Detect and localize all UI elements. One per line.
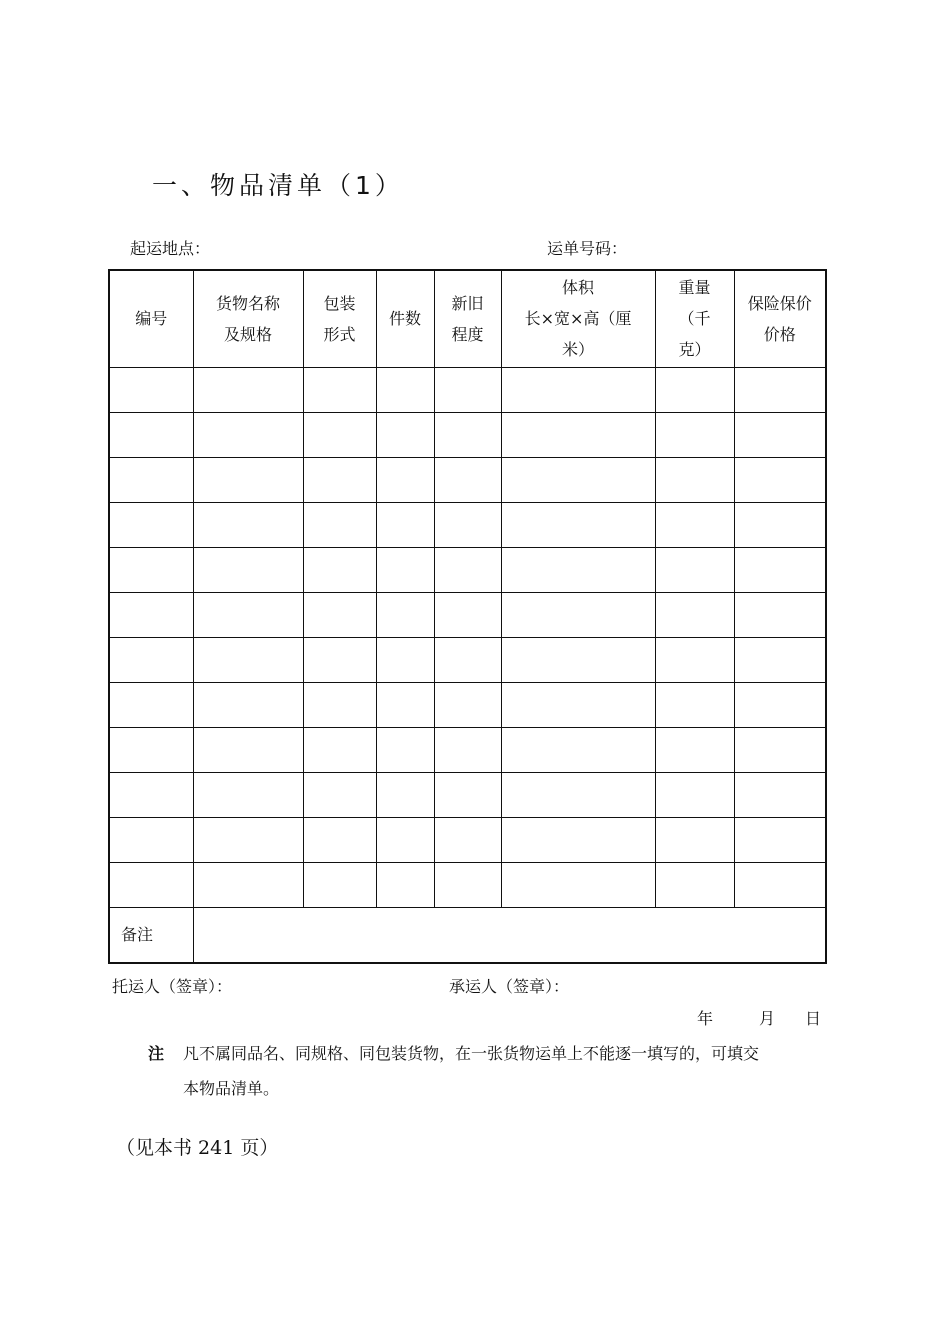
cell-quantity[interactable] (376, 592, 434, 637)
note-text-line-1: 凡不属同品名、同规格、同包装货物，在一张货物运单上不能逐一填写的，可填交 (183, 1044, 760, 1063)
cell-number[interactable] (109, 367, 193, 412)
cell-insured-value[interactable] (734, 412, 826, 457)
cell-volume[interactable] (501, 727, 655, 772)
table-header-row (109, 270, 826, 367)
cell-quantity[interactable] (376, 817, 434, 862)
cell-number[interactable] (109, 502, 193, 547)
cell-number[interactable] (109, 817, 193, 862)
cell-number[interactable] (109, 412, 193, 457)
cell-volume[interactable] (501, 367, 655, 412)
cell-goods-name-spec[interactable] (193, 412, 303, 457)
cell-quantity[interactable] (376, 502, 434, 547)
cell-insured-value[interactable] (734, 772, 826, 817)
origin-label: 起运地点： (130, 239, 211, 258)
page-reference: （见本书 241 页） (116, 1137, 279, 1159)
table-row (109, 412, 826, 457)
remarks-label: 备注 (109, 907, 193, 963)
cell-condition[interactable] (434, 457, 501, 502)
cell-condition[interactable] (434, 817, 501, 862)
table-row (109, 457, 826, 502)
cell-goods-name-spec[interactable] (193, 547, 303, 592)
cell-insured-value[interactable] (734, 457, 826, 502)
cell-weight[interactable] (655, 817, 734, 862)
cell-goods-name-spec[interactable] (193, 817, 303, 862)
cell-insured-value[interactable] (734, 682, 826, 727)
cell-packaging[interactable] (303, 547, 376, 592)
carrier-signature-label: 承运人（签章）： (449, 977, 570, 996)
waybill-number-label: 运单号码： (547, 239, 628, 258)
cell-packaging[interactable] (303, 637, 376, 682)
cell-goods-name-spec[interactable] (193, 367, 303, 412)
cell-insured-value[interactable] (734, 817, 826, 862)
cell-insured-value[interactable] (734, 727, 826, 772)
cell-weight[interactable] (655, 547, 734, 592)
cell-insured-value[interactable] (734, 547, 826, 592)
note-label: 注 (148, 1044, 165, 1063)
cell-packaging[interactable] (303, 592, 376, 637)
cell-volume[interactable] (501, 502, 655, 547)
table-row (109, 637, 826, 682)
cell-condition[interactable] (434, 682, 501, 727)
cell-volume[interactable] (501, 412, 655, 457)
cell-weight[interactable] (655, 682, 734, 727)
table-row (109, 817, 826, 862)
cell-insured-value[interactable] (734, 502, 826, 547)
cell-goods-name-spec[interactable] (193, 457, 303, 502)
cell-packaging[interactable] (303, 502, 376, 547)
cell-goods-name-spec[interactable] (193, 682, 303, 727)
cell-condition[interactable] (434, 502, 501, 547)
cell-packaging[interactable] (303, 727, 376, 772)
table-row (109, 502, 826, 547)
cell-volume[interactable] (501, 592, 655, 637)
cell-quantity[interactable] (376, 682, 434, 727)
cell-quantity[interactable] (376, 727, 434, 772)
cell-weight[interactable] (655, 862, 734, 907)
cell-number[interactable] (109, 772, 193, 817)
remarks-field[interactable] (193, 907, 826, 963)
cell-packaging[interactable] (303, 367, 376, 412)
cell-weight[interactable] (655, 457, 734, 502)
cell-weight[interactable] (655, 592, 734, 637)
header-cell-weight: 重量 （千 克） (655, 270, 734, 367)
cell-goods-name-spec[interactable] (193, 772, 303, 817)
cell-packaging[interactable] (303, 682, 376, 727)
cell-quantity[interactable] (376, 412, 434, 457)
cell-number[interactable] (109, 727, 193, 772)
goods-list-table (108, 269, 827, 964)
cell-number[interactable] (109, 592, 193, 637)
cell-number[interactable] (109, 862, 193, 907)
cell-volume[interactable] (501, 637, 655, 682)
cell-goods-name-spec[interactable] (193, 637, 303, 682)
cell-weight[interactable] (655, 772, 734, 817)
cell-packaging[interactable] (303, 772, 376, 817)
table-row (109, 862, 826, 907)
cell-packaging[interactable] (303, 817, 376, 862)
cell-number[interactable] (109, 637, 193, 682)
table-row (109, 682, 826, 727)
cell-quantity[interactable] (376, 862, 434, 907)
cell-volume[interactable] (501, 547, 655, 592)
cell-condition[interactable] (434, 547, 501, 592)
cell-condition[interactable] (434, 772, 501, 817)
remarks-row (109, 907, 826, 963)
cell-weight[interactable] (655, 637, 734, 682)
header-cell-volume: 体积 长×宽×高（厘 米） (501, 270, 655, 367)
shipper-signature-label: 托运人（签章）： (112, 977, 233, 996)
cell-insured-value[interactable] (734, 862, 826, 907)
date-month-label: 月 (759, 1009, 776, 1028)
cell-volume[interactable] (501, 817, 655, 862)
cell-insured-value[interactable] (734, 637, 826, 682)
cell-condition[interactable] (434, 637, 501, 682)
cell-condition[interactable] (434, 727, 501, 772)
cell-volume[interactable] (501, 457, 655, 502)
cell-quantity[interactable] (376, 547, 434, 592)
cell-quantity[interactable] (376, 457, 434, 502)
cell-goods-name-spec[interactable] (193, 727, 303, 772)
cell-weight[interactable] (655, 367, 734, 412)
table-row (109, 592, 826, 637)
header-cell-packaging: 包装 形式 (303, 270, 376, 367)
cell-condition[interactable] (434, 412, 501, 457)
cell-volume[interactable] (501, 682, 655, 727)
cell-number[interactable] (109, 682, 193, 727)
page-title: 一、物品清单（1） (152, 171, 404, 200)
cell-condition[interactable] (434, 367, 501, 412)
cell-quantity[interactable] (376, 637, 434, 682)
cell-insured-value[interactable] (734, 592, 826, 637)
header-cell-number: 编号 (109, 270, 193, 367)
cell-quantity[interactable] (376, 367, 434, 412)
note-text-line-2: 本物品清单。 (183, 1079, 280, 1098)
table-row (109, 727, 826, 772)
cell-weight[interactable] (655, 727, 734, 772)
cell-condition[interactable] (434, 862, 501, 907)
table-row (109, 367, 826, 412)
table-row (109, 772, 826, 817)
cell-number[interactable] (109, 547, 193, 592)
cell-condition[interactable] (434, 592, 501, 637)
cell-goods-name-spec[interactable] (193, 862, 303, 907)
header-cell-goods-name-spec: 货物名称 及规格 (193, 270, 303, 367)
cell-packaging[interactable] (303, 457, 376, 502)
table-row (109, 547, 826, 592)
cell-quantity[interactable] (376, 772, 434, 817)
cell-insured-value[interactable] (734, 367, 826, 412)
cell-volume[interactable] (501, 772, 655, 817)
cell-packaging[interactable] (303, 862, 376, 907)
date-line (697, 1006, 821, 1029)
cell-packaging[interactable] (303, 412, 376, 457)
header-cell-quantity: 件数 (376, 270, 434, 367)
cell-volume[interactable] (501, 862, 655, 907)
cell-goods-name-spec[interactable] (193, 502, 303, 547)
cell-weight[interactable] (655, 412, 734, 457)
header-cell-condition: 新旧 程度 (434, 270, 501, 367)
date-year-label: 年 (697, 1009, 714, 1028)
date-day-label: 日 (805, 1009, 822, 1028)
cell-goods-name-spec[interactable] (193, 592, 303, 637)
cell-weight[interactable] (655, 502, 734, 547)
cell-number[interactable] (109, 457, 193, 502)
header-cell-insured-value: 保险保价 价格 (734, 270, 826, 367)
